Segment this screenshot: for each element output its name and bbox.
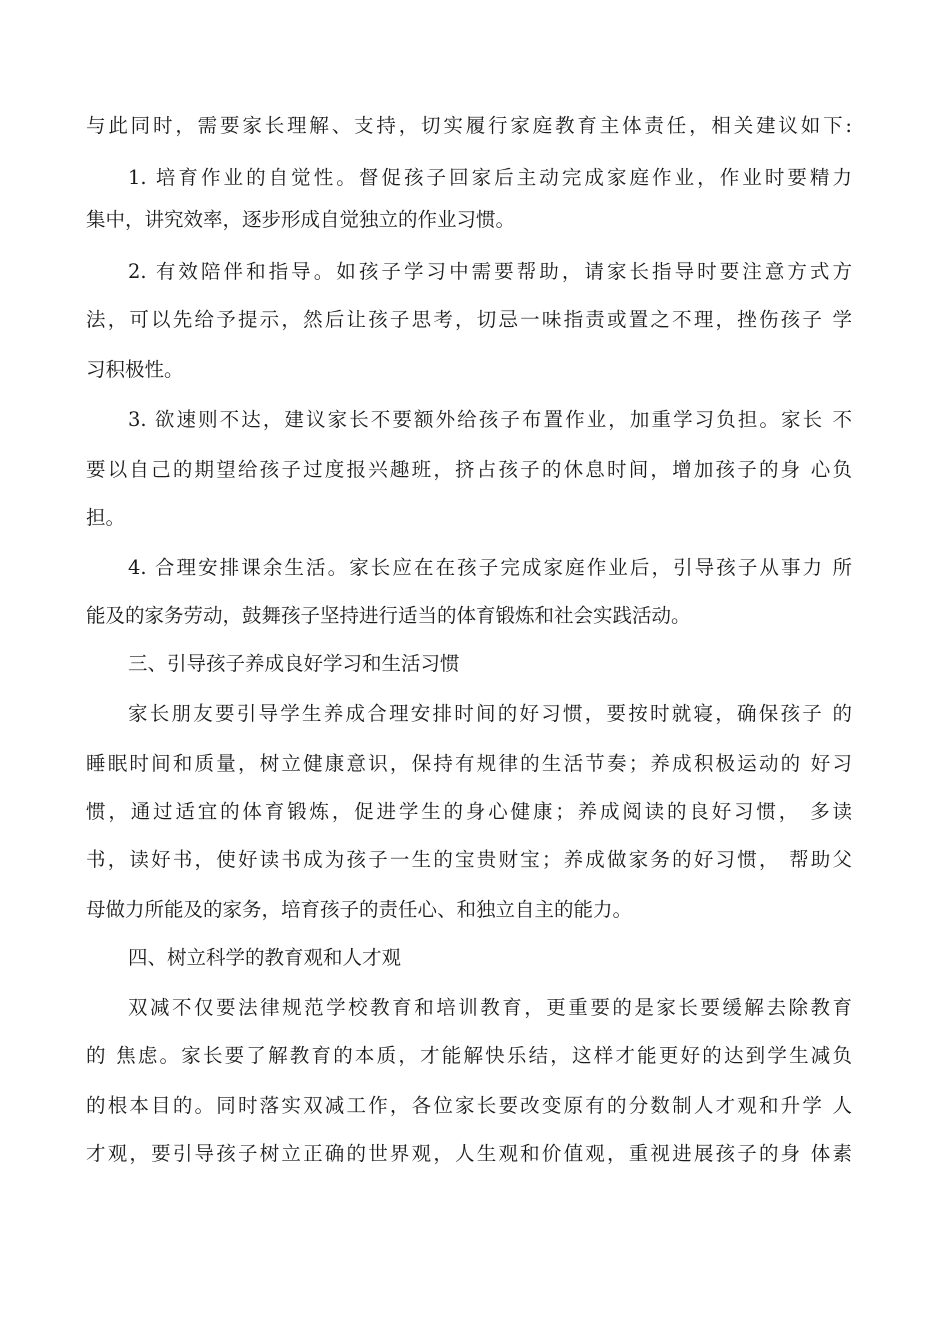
- item-4-line-1: 4. 合理安排课余生活。家长应在在孩子完成家庭作业后，引导孩子从事力 所: [128, 556, 852, 579]
- item-2-line-1: 2. 有效陪伴和指导。如孩子学习中需要帮助，请家长指导时要注意方式方: [128, 260, 852, 283]
- item-1-line-2: 集中，讲究效率，逐步形成自觉独立的作业习惯。: [86, 208, 516, 231]
- section-3-para-line-3: 惯，通过适宜的体育锻炼，促进学生的身心健康；养成阅读的良好习惯， 多读: [86, 800, 852, 823]
- item-3-line-2: 要以自己的期望给孩子过度报兴趣班，挤占孩子的休息时间，增加孩子的身 心负: [86, 458, 852, 481]
- section-3-heading: 三、引导孩子养成良好学习和生活习惯: [128, 652, 460, 675]
- section-4-para-line-4: 才观，要引导孩子树立正确的世界观，人生观和价值观，重视进展孩子的身 体素: [86, 1142, 852, 1165]
- section-4-para-line-3: 的根本目的。同时落实双减工作，各位家长要改变原有的分数制人才观和升学 人: [86, 1094, 852, 1117]
- item-2-line-2: 法，可以先给予提示，然后让孩子思考，切忌一味指责或置之不理，挫伤孩子 学: [86, 308, 852, 331]
- intro-line: 与此同时，需要家长理解、支持，切实履行家庭教育主体责任，相关建议如下:: [86, 114, 852, 137]
- item-4-line-2: 能及的家务劳动，鼓舞孩子坚持进行适当的体育锻炼和社会实践活动。: [86, 604, 691, 627]
- item-3-line-1: 3. 欲速则不达，建议家长不要额外给孩子布置作业，加重学习负担。家长 不: [128, 408, 852, 431]
- section-3-para-line-5: 母做力所能及的家务，培育孩子的责任心、和独立自主的能力。: [86, 898, 633, 921]
- section-3-para-line-2: 睡眠时间和质量，树立健康意识，保持有规律的生活节奏；养成积极运动的 好习: [86, 752, 852, 775]
- item-1-line-1: 1. 培育作业的自觉性。督促孩子回家后主动完成家庭作业，作业时要精力: [128, 166, 852, 189]
- section-4-para-line-1: 双减不仅要法律规范学校教育和培训教育，更重要的是家长要缓解去除教育: [128, 996, 852, 1019]
- section-4-para-line-2: 的 焦虑。家长要了解教育的本质，才能解快乐结，这样才能更好的达到学生减负: [86, 1044, 852, 1067]
- item-2-line-3: 习积极性。: [86, 358, 184, 381]
- section-3-para-line-1: 家长朋友要引导学生养成合理安排时间的好习惯，要按时就寝，确保孩子 的: [128, 702, 852, 725]
- section-4-heading: 四、树立科学的教育观和人才观: [128, 946, 402, 969]
- item-3-line-3: 担。: [86, 506, 126, 529]
- section-3-para-line-4: 书，读好书，使好读书成为孩子一生的宝贵财宝；养成做家务的好习惯， 帮助父: [86, 848, 852, 871]
